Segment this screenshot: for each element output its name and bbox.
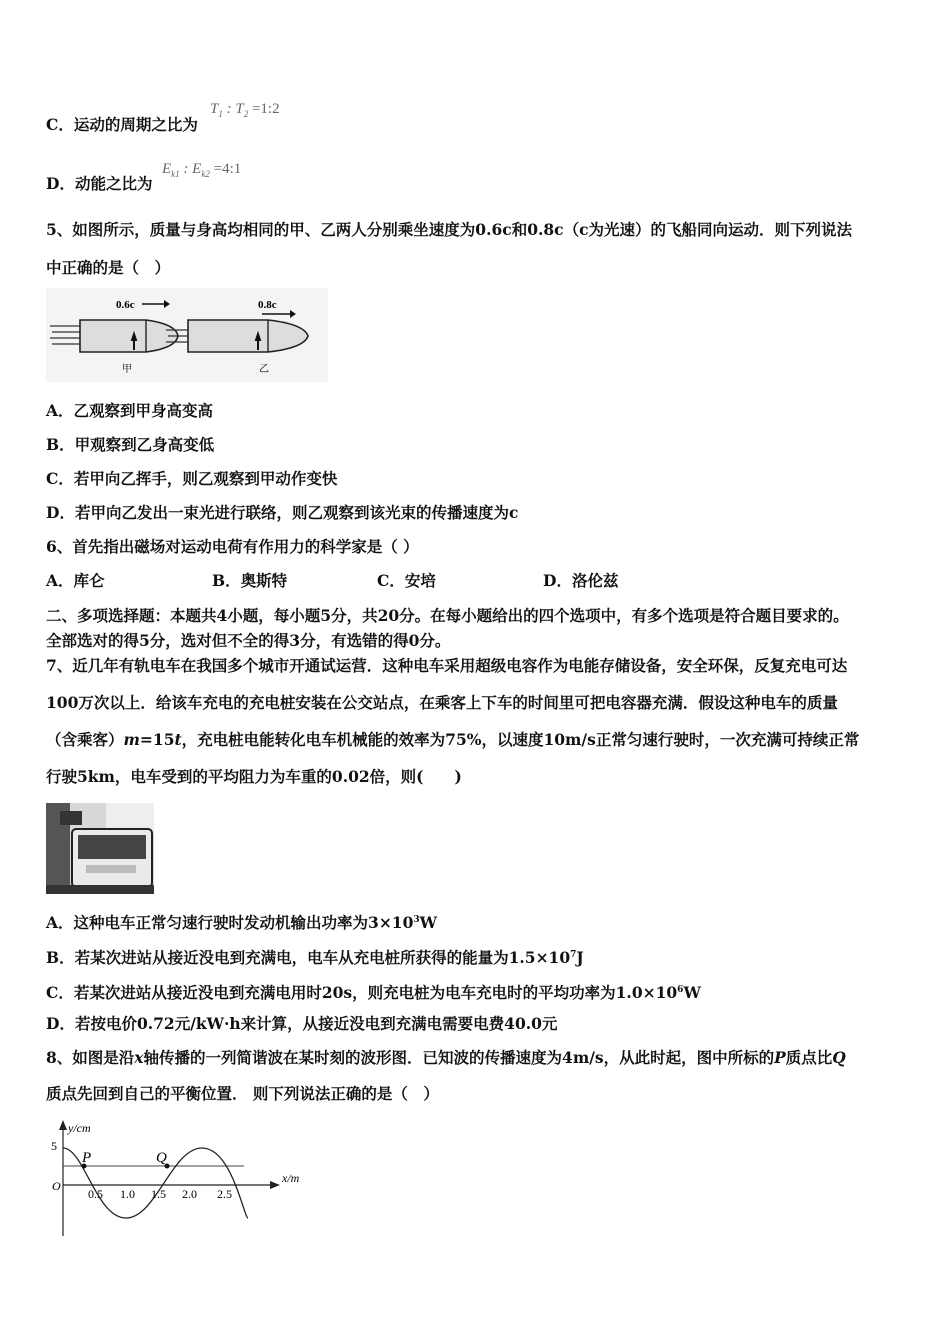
spaceship-figure: [46, 288, 328, 382]
x-tick-2.0: 2.0: [182, 1187, 197, 1201]
x-tick-0.5: 0.5: [88, 1187, 103, 1201]
q7-stem-line4: 行驶5km，电车受到的平均阻力为车重的0.02倍，则( ): [46, 767, 462, 786]
q6-option-b: B．奥斯特: [212, 571, 288, 590]
q7-option-d: D．若按电价0.72元/kW·h来计算，从接近没电到充满电需要电费40.0元: [46, 1014, 558, 1033]
q4-option-c-formula: $T_1$ : $T_2$ =1:2: [210, 101, 280, 119]
q4-option-c: [46, 115, 198, 135]
spaceship-b: [188, 320, 308, 352]
q6-option-c: C．安培: [377, 571, 436, 590]
x-tick-2.5: 2.5: [217, 1187, 232, 1201]
section2-heading-line2: 全部选对的得5分，选对但不全的得3分，有选错的得0分。: [46, 631, 451, 650]
x-axis-label: x/m: [282, 1171, 300, 1185]
q7-option-a: A．这种电车正常匀速行驶时发动机输出功率为$3\times 10^3W$: [46, 913, 438, 933]
ship-b-label: 乙: [259, 364, 269, 375]
q4-option-c-label: C．运动的周期之比为: [46, 115, 198, 134]
speed-b-label: 0.8c: [258, 299, 277, 311]
q5-option-c: C．若甲向乙挥手，则乙观察到甲动作变快: [46, 469, 338, 488]
wave-graph: [44, 1118, 314, 1240]
q7-option-b: B．若某次进站从接近没电到充满电，电车从充电桩所获得的能量为$1.5\times 10^7J$: [46, 948, 584, 968]
point-p-label: P: [82, 1150, 92, 1166]
x-tick-1.5: 1.5: [151, 1187, 166, 1201]
origin-label: O: [52, 1179, 61, 1193]
q5-option-d: D．若甲向乙发出一束光进行联络，则乙观察到该光束的传播速度为c: [46, 503, 519, 522]
q6-option-d: D．洛伦兹: [543, 571, 619, 590]
q8-stem-line1: 8、如图是沿x轴传播的一列简谐波在某时刻的波形图．已知波的传播速度为4m/s，从此时起，图中所标的P质点比Q: [46, 1048, 846, 1067]
q8-stem-line2: 质点先回到自己的平衡位置． 则下列说法正确的是（ ）: [46, 1084, 439, 1103]
q4-option-d-label: D．动能之比为: [46, 174, 153, 193]
q6-option-a: A．库仑: [46, 571, 105, 590]
q5-stem-line1: 5、如图所示，质量与身高均相同的甲、乙两人分别乘坐速度为0.6c和0.8c（c为光速）的飞船同向运动．则下列说法: [46, 220, 853, 239]
q7-stem-line2: 100万次以上．给该车充电的充电桩安装在公交站点，在乘客上下车的时间里可把电容器充满．假设这种电车的质量: [46, 693, 838, 712]
q5-stem-line2: 中正确的是（ ）: [46, 258, 171, 277]
y-tick-label: 5: [51, 1139, 57, 1153]
q6-stem: 6、首先指出磁场对运动电荷有作用力的科学家是（ ）: [46, 537, 419, 556]
q7-stem-line1: 7、近几年有轨电车在我国多个城市开通试运营．这种电车采用超级电容作为电能存储设备，安全环保，反复充电可达: [46, 656, 848, 675]
q4-option-d: [46, 174, 152, 194]
x-tick-1.0: 1.0: [120, 1187, 135, 1201]
q5-option-b: B．甲观察到乙身高变低: [46, 435, 215, 454]
q7-option-c: C．若某次进站从接近没电到充满电用时20s，则充电桩为电车充电时的平均功率为$1.0\times 10^6W$: [46, 983, 701, 1003]
q4-option-d-formula: $E_{k1}$ : $E_{k2}$ =4:1: [162, 161, 242, 179]
y-axis-label: y/cm: [68, 1121, 91, 1135]
point-q-label: Q: [156, 1150, 167, 1166]
spaceship-a: [80, 320, 178, 352]
q5-option-a: A．乙观察到甲身高变高: [46, 401, 214, 420]
tram-photo: [46, 803, 154, 894]
section2-heading-line1: 二、多项选择题：本题共4小题，每小题5分，共20分。在每小题给出的四个选项中，有多个选项是符合题目要求的。: [46, 606, 849, 625]
ship-a-label: 甲: [122, 364, 132, 375]
speed-a-label: 0.6c: [116, 299, 135, 311]
q7-stem-line3: （含乘客）m=15t，充电桩电能转化电车机械能的效率为75%，以速度10m/s正常匀速行驶时，一次充满可持续正常: [46, 730, 860, 749]
